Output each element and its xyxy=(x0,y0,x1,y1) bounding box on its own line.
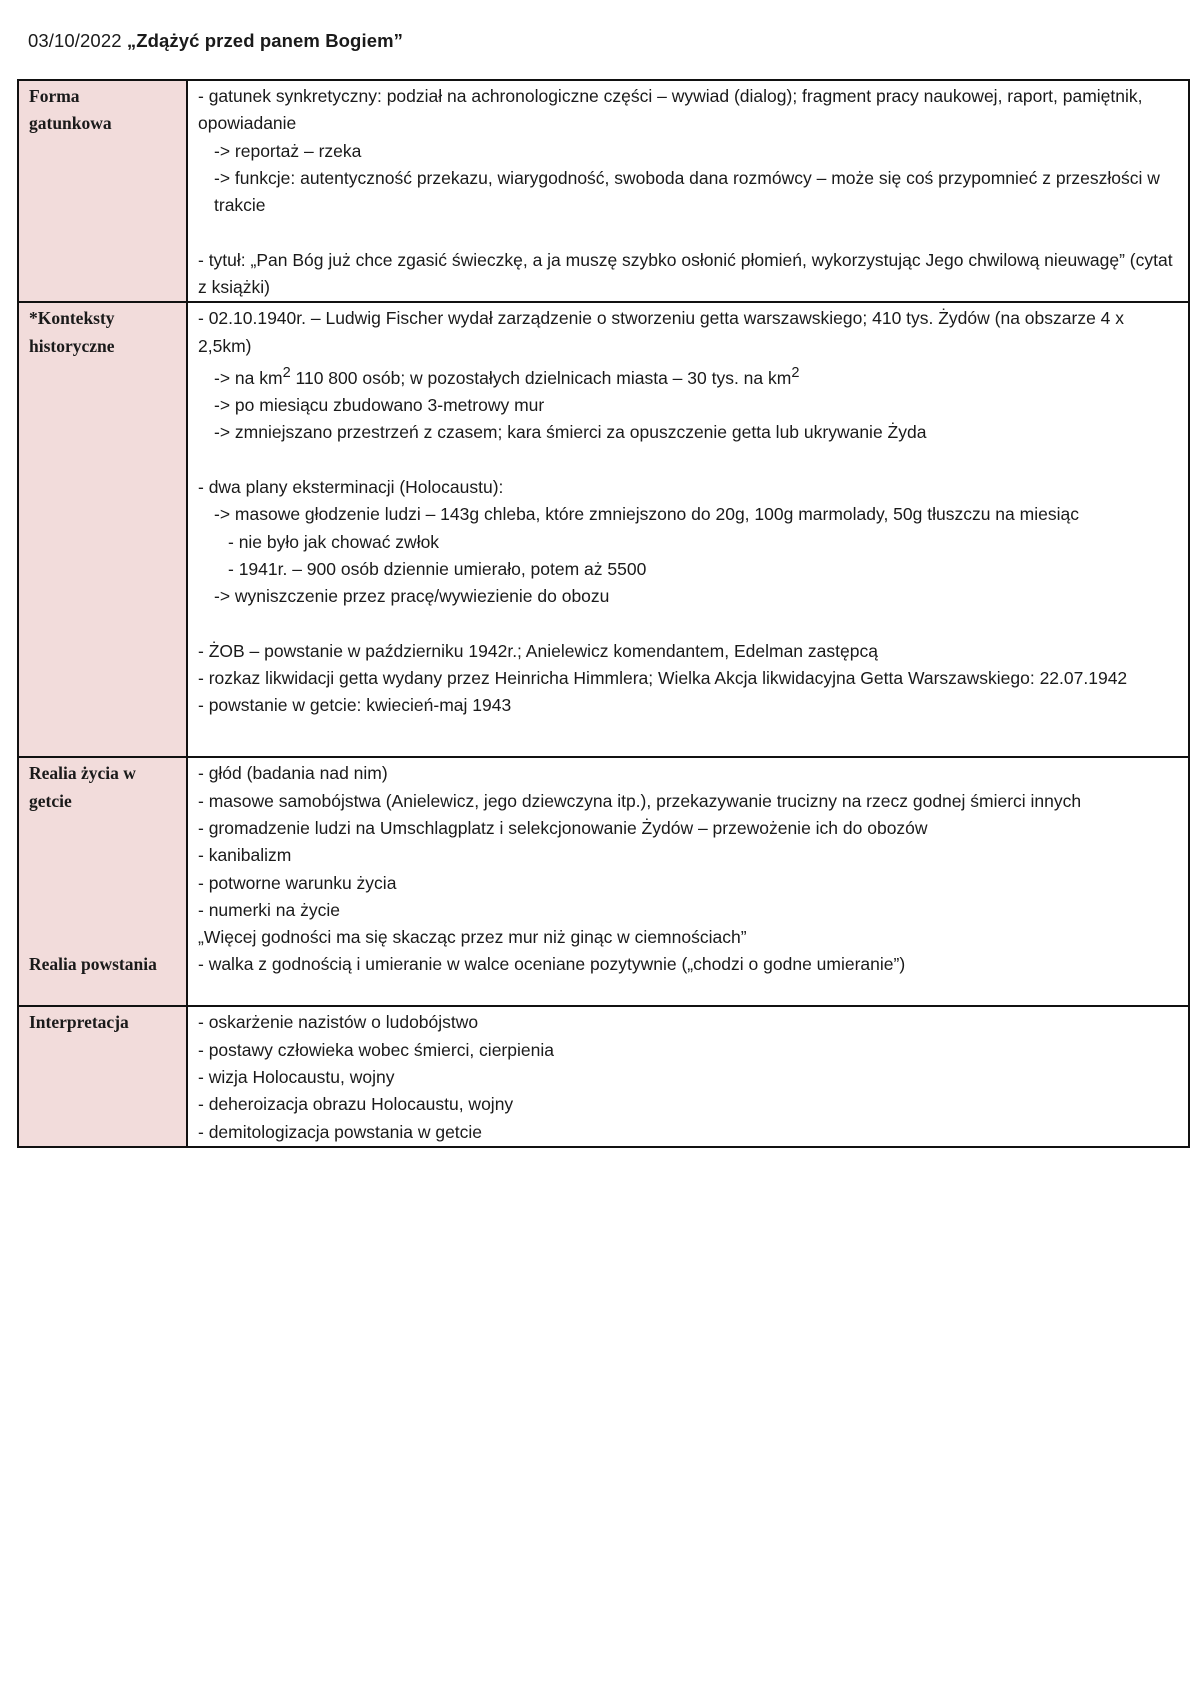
row-content xyxy=(187,1006,1189,1146)
note-line: - oskarżenie nazistów o ludobójstwo xyxy=(198,1012,479,1033)
table-row-forma-gatunkowa xyxy=(18,80,1189,302)
row-heading xyxy=(18,80,187,302)
row-heading-line: Forma xyxy=(29,86,80,106)
note-line: - 1941r. – 900 osób dziennie umierało, potem aż 5500 xyxy=(228,558,647,579)
note-line: - nie było jak chować zwłok xyxy=(228,531,440,552)
row-heading-line: Realia powstania xyxy=(29,953,157,974)
row-heading xyxy=(18,1006,187,1146)
note-line: -> reportaż – rzeka xyxy=(214,140,362,161)
note-line: - kanibalizm xyxy=(198,845,292,866)
note-line: - ŻOB – powstanie w październiku 1942r.; Anielewicz komendantem, Edelman zastępcą xyxy=(198,640,878,661)
note-line: - rozkaz likwidacji getta wydany przez Heinricha Himmlera; Wielka Akcja likwidacyjna Getta Warszawskiego: 22.07.1942 xyxy=(198,668,1128,689)
note-line: - dwa plany eksterminacji (Holocaustu): xyxy=(198,476,504,497)
row-heading xyxy=(18,302,187,757)
spacer xyxy=(198,447,1180,474)
note-line: - demitologizacja powstania w getcie xyxy=(198,1121,483,1142)
notes-table xyxy=(17,79,1190,1148)
title-quote: „Zdążyć przed panem Bogiem” xyxy=(126,30,403,51)
row-heading xyxy=(18,757,187,1006)
page-title xyxy=(28,30,403,52)
note-line: - gatunek synkretyczny: podział na achronologiczne części – wywiad (dialog); fragment pracy naukowej, raport, pamiętnik, opowiadanie xyxy=(198,86,1143,134)
note-line: -> po miesiącu zbudowano 3-metrowy mur xyxy=(214,395,545,416)
row-content xyxy=(187,302,1189,757)
note-line: -> zmniejszano przestrzeń z czasem; kara śmierci za opuszczenie getta lub ukrywanie Żyda xyxy=(214,422,927,443)
note-line: - wizja Holocaustu, wojny xyxy=(198,1066,395,1087)
table-row-interpretacja xyxy=(18,1006,1189,1146)
row-heading-line: *Konteksty xyxy=(29,308,115,329)
superscript-2: 2 xyxy=(791,364,800,381)
superscript-2: 2 xyxy=(282,364,291,381)
note-line: - 02.10.1940r. – Ludwig Fischer wydał zarządzenie o stworzeniu getta warszawskiego; 410 tys. Żydów (na obszarze 4 x 2,5km) xyxy=(198,308,1125,356)
spacer xyxy=(198,610,1180,637)
spacer xyxy=(198,219,1180,246)
row-heading-line: Interpretacja xyxy=(29,1012,129,1033)
note-line: - walka z godnością i umieranie w walce oceniane pozytywnie („chodzi o godne umieranie”) xyxy=(198,954,906,975)
note-line: - gromadzenie ludzi na Umschlagplatz i selekcjonowanie Żydów – przewożenie ich do obozów xyxy=(198,817,928,838)
note-line: - postawy człowieka wobec śmierci, cierpienia xyxy=(198,1039,554,1060)
row-content xyxy=(187,757,1189,1006)
note-line: -> masowe głodzenie ludzi – 143g chleba, które zmniejszono do 20g, 100g marmolady, 50g tłuszczu na miesiąc xyxy=(214,504,1079,525)
title-date: 03/10/2022 xyxy=(28,30,122,51)
note-line: - deheroizacja obrazu Holocaustu, wojny xyxy=(198,1094,514,1115)
note-line: - masowe samobójstwa (Anielewicz, jego dziewczyna itp.), przekazywanie trucizny na rzecz godnej śmierci innych xyxy=(198,790,1082,811)
row-content xyxy=(187,80,1189,302)
table-row-realia xyxy=(18,757,1189,1006)
note-line xyxy=(198,360,1180,392)
note-line: - potworne warunku życia xyxy=(198,872,397,893)
note-line: -> funkcje: autentyczność przekazu, wiarygodność, swoboda dana rozmówcy – może się coś przypomnieć z przeszłości w trakcie xyxy=(214,167,1160,216)
note-line: - głód (badania nad nim) xyxy=(198,763,388,784)
table-row-konteksty-historyczne xyxy=(18,302,1189,757)
note-line: - numerki na życie xyxy=(198,899,340,920)
note-line: - powstanie w getcie: kwiecień-maj 1943 xyxy=(198,695,512,716)
note-line: - tytuł: „Pan Bóg już chce zgasić świeczkę, a ja muszę szybko osłonić płomień, wykorzystując Jego chwilową nieuwagę” (cytat z książki) xyxy=(198,249,1173,298)
row-heading-line: historyczne xyxy=(29,335,115,356)
row-heading-line: Realia życia w getcie xyxy=(29,763,136,811)
note-line-part: -> na km xyxy=(214,367,283,388)
row-heading-line: gatunkowa xyxy=(29,113,112,134)
note-line: „Więcej godności ma się skacząc przez mur niż ginąc w ciemnościach” xyxy=(198,927,747,948)
note-line-part: 110 800 osób; w pozostałych dzielnicach miasta – 30 tys. na km xyxy=(290,367,792,388)
note-line: -> wyniszczenie przez pracę/wywiezienie do obozu xyxy=(214,586,610,607)
spacer xyxy=(29,815,178,951)
